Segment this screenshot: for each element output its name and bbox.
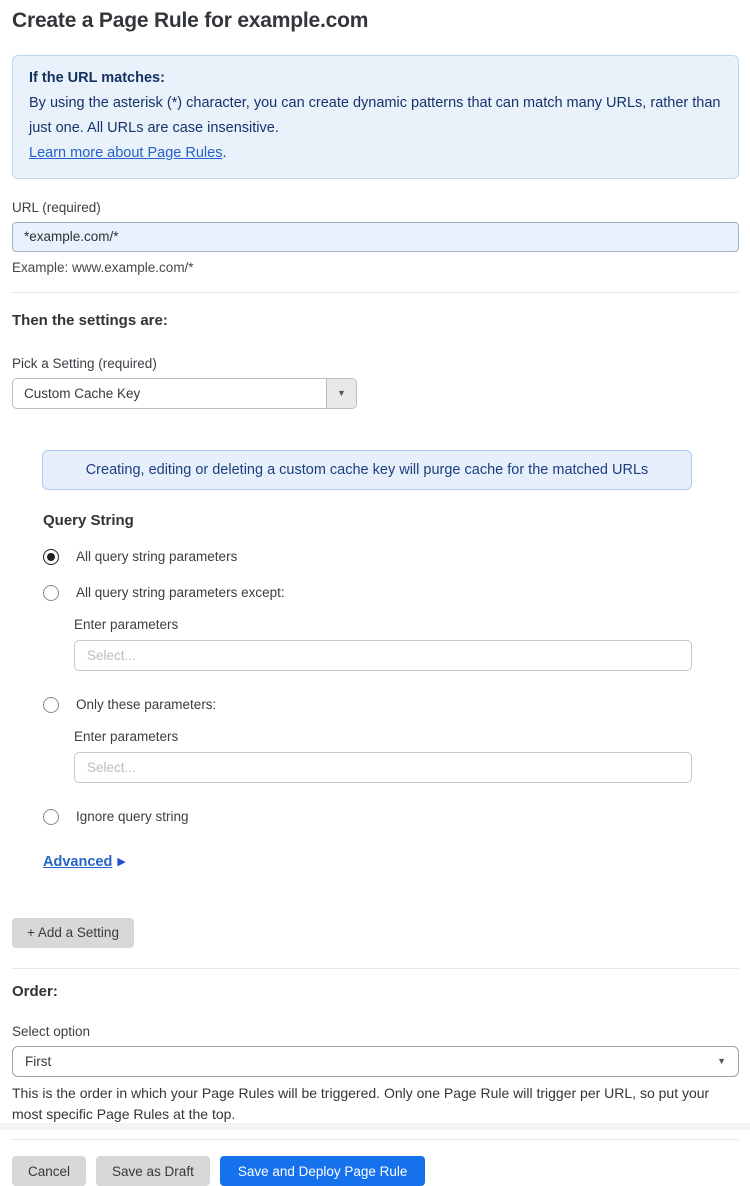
setting-select-value: Custom Cache Key [24, 385, 141, 401]
divider [12, 968, 739, 969]
order-select-label: Select option [12, 1023, 91, 1039]
radio-all-query-params[interactable] [43, 549, 739, 565]
order-select[interactable] [12, 1046, 739, 1077]
url-example-text: Example: www.example.com/* [12, 259, 194, 275]
url-input[interactable] [12, 222, 739, 252]
advanced-link[interactable] [43, 854, 126, 870]
divider [12, 1139, 739, 1140]
chevron-right-icon: ▶ [117, 856, 126, 869]
query-string-heading: Query String [43, 511, 134, 529]
setting-select-arrow-button[interactable] [326, 379, 356, 408]
order-help-text: This is the order in which your Page Rules will be triggered. Only one Page Rule will trigger per URL, so put your most specific Page Rules at the top. [12, 1084, 710, 1123]
chevron-down-icon: ▼ [337, 387, 346, 398]
radio-icon[interactable] [43, 585, 59, 601]
radio-only-these-params[interactable] [43, 697, 739, 713]
radio-all-params-except[interactable] [43, 585, 739, 601]
url-match-info-box [12, 55, 739, 179]
enter-parameters-label: Enter parameters [74, 616, 179, 632]
order-select-value: First [25, 1053, 52, 1069]
bottom-edge-strip [0, 1123, 750, 1130]
except-params-field [74, 617, 739, 671]
order-heading: Order: [12, 982, 58, 1000]
cancel-button[interactable]: Cancel [12, 1156, 86, 1186]
radio-label: All query string parameters except: [76, 585, 285, 601]
add-setting-button[interactable]: + Add a Setting [12, 918, 134, 948]
footer-actions [12, 1156, 739, 1186]
save-as-draft-button[interactable]: Save as Draft [96, 1156, 210, 1186]
page-title: Create a Page Rule for example.com [12, 9, 369, 32]
radio-selected-icon[interactable] [43, 549, 59, 565]
url-label: URL (required) [12, 199, 101, 215]
settings-heading: Then the settings are: [12, 311, 168, 329]
divider [12, 292, 739, 293]
setting-select[interactable] [12, 378, 357, 409]
info-box-link-line [29, 141, 722, 166]
radio-label: Ignore query string [76, 809, 189, 825]
radio-label: Only these parameters: [76, 697, 217, 713]
radio-icon[interactable] [43, 809, 59, 825]
info-box-heading: If the URL matches: [29, 70, 165, 86]
enter-parameters-label: Enter parameters [74, 728, 179, 744]
learn-more-link[interactable]: Learn more about Page Rules [29, 144, 223, 161]
only-params-input[interactable] [74, 752, 692, 783]
radio-label: All query string parameters [76, 549, 238, 565]
cache-key-notice-text: Creating, editing or deleting a custom cache key will purge cache for the matched URLs [85, 461, 649, 478]
chevron-down-icon: ▼ [717, 1055, 726, 1066]
advanced-link-label: Advanced [43, 853, 113, 870]
radio-icon[interactable] [43, 697, 59, 713]
save-and-deploy-button[interactable]: Save and Deploy Page Rule [220, 1156, 426, 1186]
cache-key-notice [42, 450, 692, 490]
radio-dot [47, 553, 55, 561]
except-params-input[interactable] [74, 640, 692, 671]
info-box-body: By using the asterisk (*) character, you can create dynamic patterns that can match many URLs, rather than just one. All URLs are case insensitive. [29, 94, 721, 136]
only-params-field [74, 729, 739, 783]
pick-setting-label: Pick a Setting (required) [12, 355, 157, 371]
radio-ignore-query-string[interactable] [43, 809, 739, 825]
link-period: . [222, 144, 227, 161]
